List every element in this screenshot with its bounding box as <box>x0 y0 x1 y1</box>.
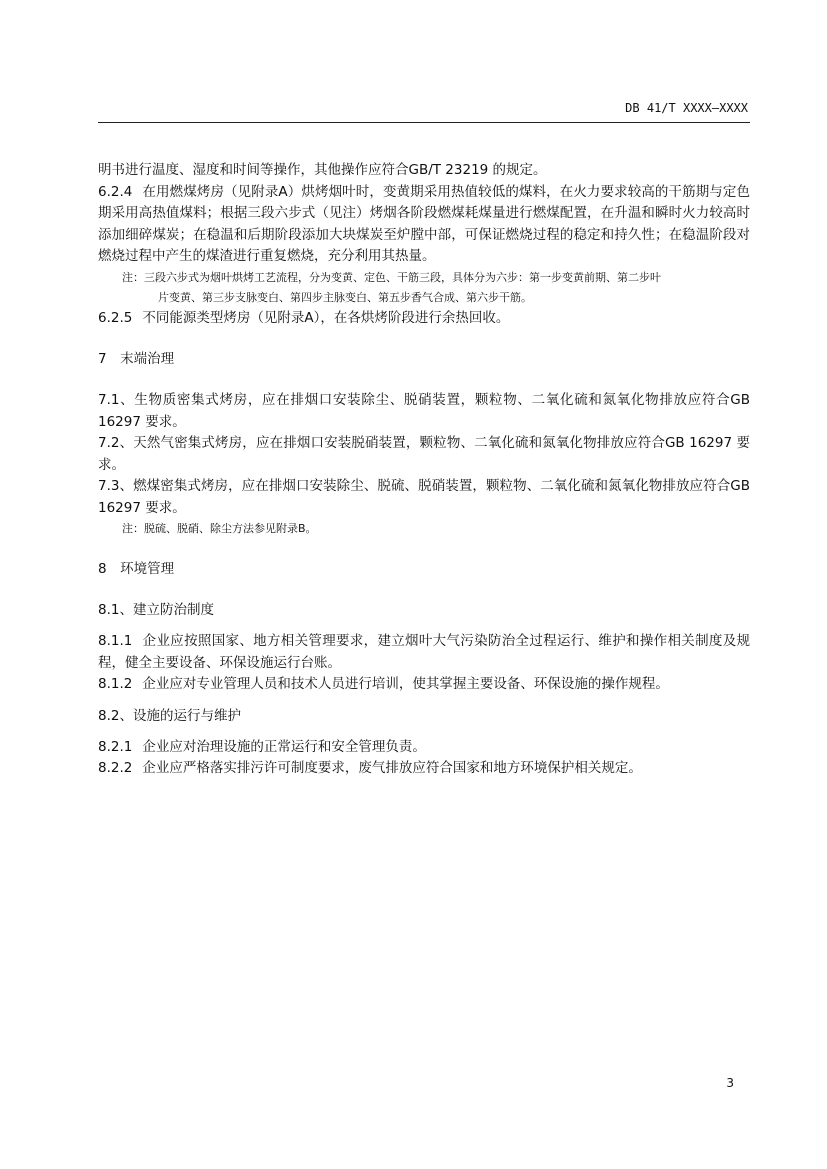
clause-8-1-2 <box>98 674 750 696</box>
subsection-heading-8-1: 8.1、建立防治制度 <box>98 602 214 618</box>
header-rule <box>98 122 750 123</box>
section-heading-7: 7 末端治理 <box>98 351 175 367</box>
clause-7-1: 7.1、生物质密集式烤房，应在排烟口安装除尘、脱硝装置，颗粒物、二氧化硫和氮氧化物排放应符合GB 16297 要求。 <box>98 392 750 430</box>
clause-7-3: 7.3、燃煤密集式烤房，应在排烟口安装除尘、脱硫、脱硝装置，颗粒物、二氧化硫和氮氧化物排放应符合GB 16297 要求。 <box>98 478 750 516</box>
clause-text: 不同能源类型烤房（见附录A），在各烘烤阶段进行余热回收。 <box>142 309 510 326</box>
clause-8-2-1 <box>98 737 750 759</box>
clause-text: 企业应严格落实排污许可制度要求，废气排放应符合国家和地方环境保护相关规定。 <box>142 760 642 776</box>
subsection-heading-8-2: 8.2、设施的运行与维护 <box>98 707 241 724</box>
clause-number: 8.2.2 <box>98 760 133 776</box>
page-number: 3 <box>726 1076 734 1090</box>
clause-number: 8.2.1 <box>98 738 133 755</box>
paragraph-continued: 明书进行温度、湿度和时间等操作，其他操作应符合GB/T 23219 的规定。 <box>98 162 547 178</box>
note-line-1: 注：三段六步式为烟叶烘烤工艺流程，分为变黄、定色、干筋三段，具体分为六步：第一步变黄前期、第二步叶 <box>122 270 661 284</box>
clause-text: 在用燃煤烤房（见附录A）烘烤烟叶时，变黄期采用热值较低的煤料，在火力要求较高的干筋期与定色期采用高热值煤料；根据三段六步式（见注）烤烟各阶段燃煤耗煤量进行燃煤配置，在升温和瞬时火力较高时添加细碎煤炭；在稳温和后期阶段添加大块煤炭至炉膛中部，可保证燃烧过程的稳定和持久性；在稳温阶段对燃烧过程中产生的煤渣进行重复燃烧，充分利用其热量。 <box>98 183 750 264</box>
clause-number: 8.1.1 <box>98 633 133 649</box>
clause-number: 8.1.2 <box>98 676 133 692</box>
section-heading-8: 8 环境管理 <box>98 561 175 577</box>
clause-text: 企业应对治理设施的正常运行和安全管理负责。 <box>142 738 426 755</box>
clause-6-2-4 <box>98 182 750 268</box>
clause-8-2-2 <box>98 758 750 780</box>
note-three-stage <box>98 268 750 308</box>
document-code: DB 41/T XXXX—XXXX <box>625 101 748 115</box>
note-desulfurization: 注：脱硫、脱硝、除尘方法参见附录B。 <box>122 522 317 535</box>
document-body <box>98 160 750 780</box>
clause-number: 6.2.5 <box>98 309 133 326</box>
clause-7-2: 7.2、天然气密集式烤房，应在排烟口安装脱硝装置，颗粒物、二氧化硫和氮氧化物排放应符合GB 16297 要求。 <box>98 435 750 473</box>
clause-8-1-1 <box>98 631 750 674</box>
clause-6-2-5 <box>98 308 750 330</box>
clause-text: 企业应按照国家、地方相关管理要求，建立烟叶大气污染防治全过程运行、维护和操作相关制度及规程，健全主要设备、环保设施运行台账。 <box>98 633 750 671</box>
clause-text: 企业应对专业管理人员和技术人员进行培训，使其掌握主要设备、环保设施的操作规程。 <box>142 676 669 692</box>
note-line-2: 片变黄、第三步支脉变白、第四步主脉变白、第五步香气合成、第六步干筋。 <box>158 290 532 304</box>
clause-number: 6.2.4 <box>98 183 133 200</box>
